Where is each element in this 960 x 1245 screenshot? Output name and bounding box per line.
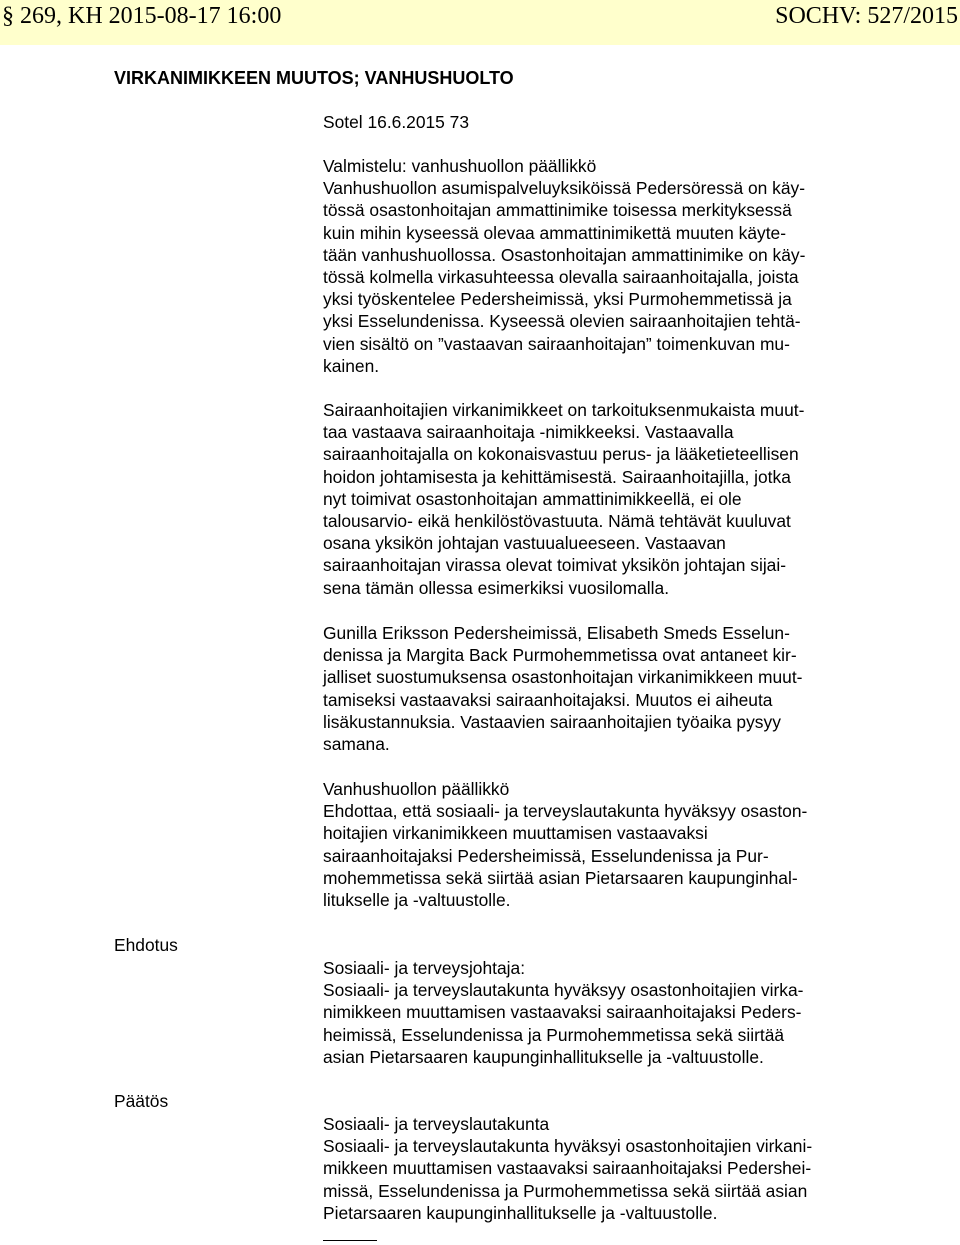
decision-label: Päätös (114, 1091, 169, 1111)
text-line: Vanhushuollon päällikkö (323, 779, 510, 799)
text-line: Pietarsaaren kaupunginhallitukselle ja -valtuustolle. (323, 1202, 718, 1223)
text-line: sairaanhoitajaksi Pedersheimissä, Esselundenissa ja Pur- (323, 845, 769, 866)
text-line: sairaanhoitajan virassa olevat toimivat yksikön johtajan sijai- (323, 555, 787, 576)
text-line: Sosiaali- ja terveyslautakunta hyväksyy osastonhoitajien virka- (323, 980, 804, 1001)
text-line: asian Pietarsaaren kaupunginhallitukselle ja -valtuustolle. (323, 1046, 764, 1067)
consent-paragraph (323, 622, 960, 755)
text-line: mohemmetissa sekä siirtää asian Pietarsaaren kaupunginhal- (323, 867, 798, 888)
text-line: tössä kolmella virkasuhteessa olevalla sairaanhoitajalla, joista (323, 267, 799, 288)
text-line: nyt toimivat osastonhoitajan ammattinimikkeellä, ei ole (323, 488, 742, 509)
preparation-paragraph (323, 155, 960, 377)
text-line: taa vastaava sairaanhoitaja -nimikkeeksi. Vastaavalla (323, 422, 734, 443)
text-line: yksi työskentelee Pedersheimissä, yksi Purmohemmetissä ja (323, 289, 792, 310)
text-line: nimikkeen muuttamisen vastaavaksi sairaanhoitajaksi Peders- (323, 1002, 802, 1023)
text-line: vien sisältö on ”vastaavan sairaanhoitajan” toimenkuvan mu- (323, 333, 790, 354)
document-header (0, 0, 960, 45)
manager-proposal-paragraph (323, 778, 960, 911)
text-line: sena tämän ollessa esimerkiksi vuosilomalla. (323, 577, 670, 598)
page-title: VIRKANIMIKKEEN MUUTOS; VANHUSHUOLTO (114, 68, 514, 88)
text-line: Gunilla Eriksson Pedersheimissä, Elisabeth Smeds Esselun- (323, 623, 790, 643)
text-line: litukselle ja -valtuustolle. (323, 890, 511, 911)
text-line: Sosiaali- ja terveyslautakunta hyväksyi osastonhoitajien virkani- (323, 1136, 813, 1157)
text-line: kuin mihin kyseessä olevaa ammattinimikettä muuten käyte- (323, 222, 786, 243)
text-line: lisäkustannuksia. Vastaavien sairaanhoitajien työaika pysyy (323, 711, 781, 732)
text-line: Sairaanhoitajien virkanimikkeet on tarkoituksenmukaista muut- (323, 400, 805, 420)
text-line: tään vanhushuollossa. Osastonhoitajan ammattinimike on käy- (323, 244, 806, 265)
decision-paragraph (323, 1113, 960, 1224)
text-line: hoidon johtamisesta ja kehittämisestä. Sairaanhoitajilla, jotka (323, 466, 791, 487)
meeting-reference (323, 111, 960, 133)
text-line: denissa ja Margita Back Purmohemmetissa ovat antaneet kir- (323, 645, 797, 666)
text-line: osana yksikön johtajan vastuualueeseen. Vastaavan (323, 533, 726, 554)
text-line: tössä osastonhoitajan ammattinimike toisessa merkityksessä (323, 200, 792, 221)
justification-paragraph (323, 399, 960, 599)
proposal-paragraph (323, 957, 960, 1068)
text-line: missä, Esselundenissa ja Purmohemmetissa sekä siirtää asian (323, 1180, 808, 1201)
text-line: yksi Esselundenissa. Kyseessä olevien sairaanhoitajien tehtä- (323, 311, 801, 332)
text-line: samana. (323, 734, 390, 755)
text-line: jalliset suostumuksensa osastonhoitajan virkanimikkeen muut- (323, 667, 803, 688)
reference-line: Sotel 16.6.2015 73 (323, 112, 470, 132)
text-line: heimissä, Esselundenissa ja Purmohemmetissa sekä siirtää (323, 1024, 785, 1045)
text-line: Sosiaali- ja terveyslautakunta (323, 1114, 550, 1134)
text-line: mikkeen muuttamisen vastaavaksi sairaanhoitajaksi Pedershei- (323, 1158, 812, 1179)
text-line: kainen. (323, 355, 380, 376)
text-line: Ehdottaa, että sosiaali- ja terveyslautakunta hyväksyy osaston- (323, 801, 808, 822)
text-line: hoitajien virkanimikkeen muuttamisen vastaavaksi (323, 823, 708, 844)
text-line: talousarvio- eikä henkilöstövastuuta. Nämä tehtävät kuuluvat (323, 511, 791, 532)
end-divider (323, 1240, 377, 1241)
case-number: SOCHV: 527/2015 (775, 3, 958, 29)
text-line: Sosiaali- ja terveysjohtaja: (323, 958, 526, 978)
text-line: Vanhushuollon asumispalveluyksiköissä Pedersöressä on käy- (323, 178, 806, 199)
proposal-label: Ehdotus (114, 935, 178, 955)
text-line: tamiseksi vastaavaksi sairaanhoitajaksi. Muutos ei aiheuta (323, 689, 773, 710)
text-line: Valmistelu: vanhushuollon päällikkö (323, 156, 597, 176)
paragraph-reference: § 269, KH 2015-08-17 16:00 (2, 3, 282, 29)
text-line: sairaanhoitajalla on kokonaisvastuu perus- ja lääketieteellisen (323, 444, 799, 465)
